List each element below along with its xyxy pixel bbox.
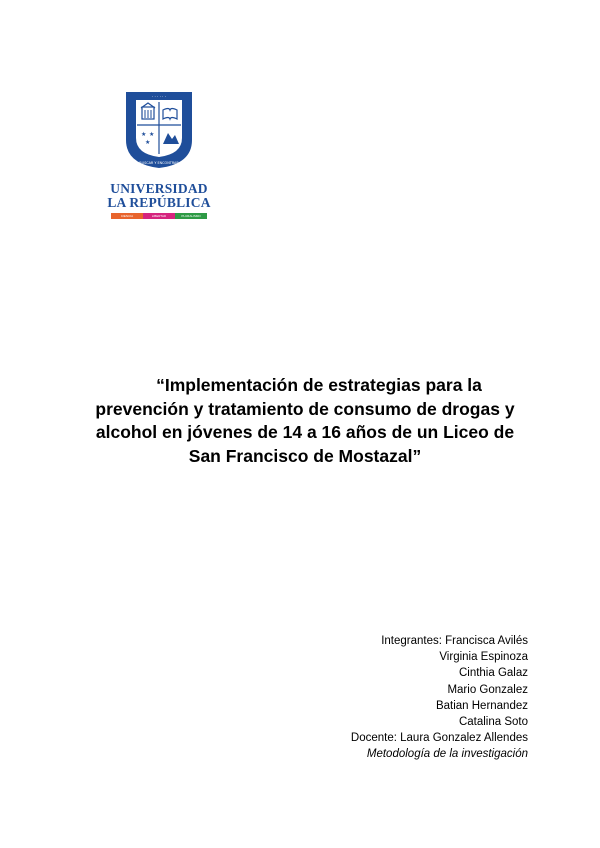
member-name: Catalina Soto: [458, 716, 528, 729]
university-wordmark: [104, 182, 214, 219]
members-heading: Integrantes: Francisca Avilés: [381, 635, 528, 647]
university-seal-icon: [124, 90, 194, 170]
title-line-2: prevención y tratamiento de consumo de drogas y: [95, 398, 515, 419]
university-logo: [104, 90, 214, 230]
course-name: Metodología de la investigación: [366, 748, 528, 761]
teacher-line: Docente: Laura Gonzalez Allendes: [350, 732, 528, 745]
svg-text:★: ★: [145, 139, 151, 146]
svg-text:BUSCAR Y ENCONTRAR: BUSCAR Y ENCONTRAR: [139, 161, 179, 165]
logo-color-bar: [111, 213, 207, 219]
logo-name-line1: UNIVERSIDAD: [110, 181, 208, 196]
logo-name-line2: LA REPÚBLICA: [107, 195, 211, 210]
credits-block: [300, 633, 528, 763]
logo-bar-label-1: CIENCIA: [111, 213, 143, 219]
member-name: Mario Gonzalez: [447, 683, 528, 696]
svg-text:★: ★: [141, 131, 147, 138]
title-line-3: alcohol en jóvenes de 14 a 16 años de un Liceo de: [95, 422, 515, 442]
member-name: Virginia Espinoza: [439, 651, 528, 664]
member-name: Batian Hernandez: [435, 699, 528, 712]
title-line-4: San Francisco de Mostazal”: [188, 445, 422, 466]
svg-text:· · · · · ·: · · · · · ·: [152, 94, 166, 99]
svg-text:★: ★: [149, 131, 155, 138]
title-line-1: “Implementación de estrategias para la: [156, 375, 482, 395]
document-title: [60, 374, 550, 468]
logo-bar-label-2: LIBERTAD: [143, 213, 175, 219]
logo-bar-label-3: PLURALISMO: [175, 213, 207, 219]
member-name: Cinthia Galaz: [458, 667, 528, 680]
